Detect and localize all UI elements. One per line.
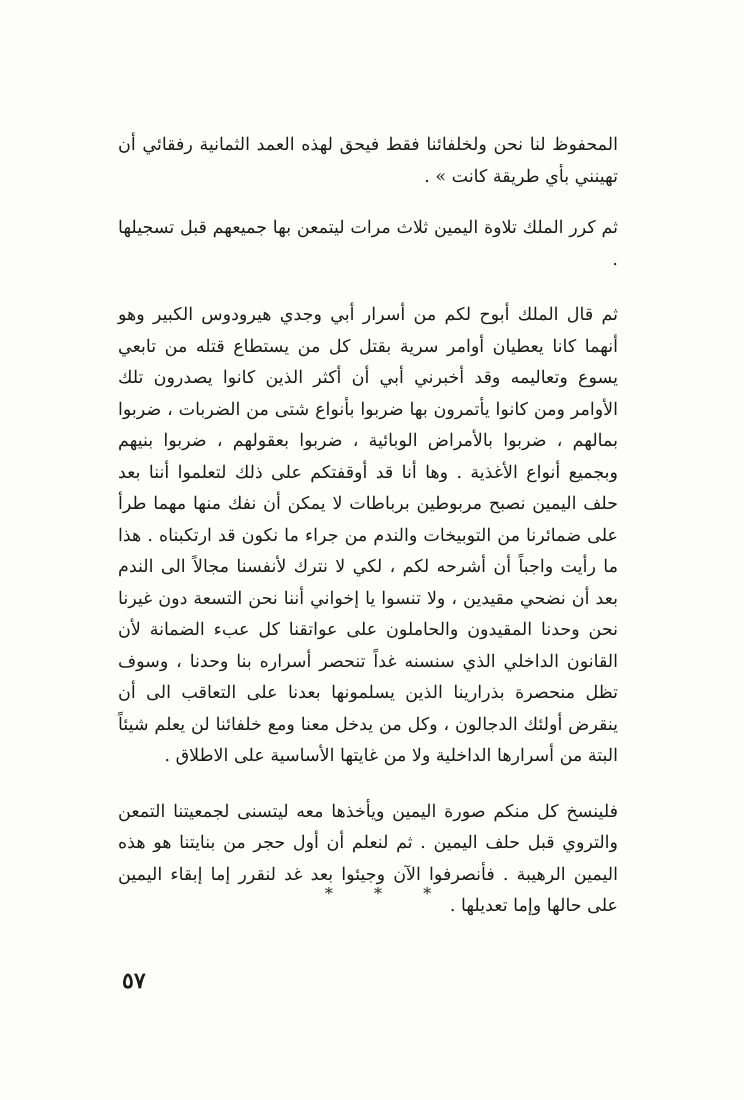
paragraph-3: ثم قال الملك أبوح لكم من أسرار أبي وجدي هيرودوس الكبير وهو أنهما كانا يعطيان أوامر سرية بقتل كل من يستطاع قتله من تابعي يسوع وتعاليمه وقد أخبرني أبي أن أكثر الذين كانوا يصدرون تلك الأوامر ومن كانوا يأتمرون بها ضربوا بأنواع شتى من الضربات ، ضربوا بمالهم ، ضربوا بالأمراض الوبائية ، ضربوا بعقولهم ، ضربوا بنيهم وبجميع أنواع الأغذية . وها أنا قد أوقفتكم على ذلك لتعلموا أننا بعد حلف اليمين نصبح مربوطين برباطات لا يمكن أن نفك منها مهما طرأ على ضمائرنا من التوبيخات والندم من جراء ما نكون قد ارتكبناه . هذا ما رأيت واجباً أن أشرحه لكم ، لكي لا نترك لأنفسنا مجالاً الى الندم بعد أن نضحي مقيدين ، ولا تنسوا يا إخواني أننا نحن التسعة دون غيرنا نحن وحدنا المقيدون والحاملون على عواتقنا كل عبء الضمانة لأن القانون الداخلي الذي سنسنه غداً تنحصر أسراره بنا وحدنا ، وسوف تظل منحصرة بذرارينا الذين يسلمونها بعدنا على التعاقب الى أن ينقرض أولئك الدجالون ، وكل من يدخل معنا ومع خلفائنا لن يعلم شيئاً البتة من أسرارها الداخلية ولا من غايتها الأساسية على الاطلاق . <box>118 305 618 766</box>
paragraph-1: المحفوظ لنا نحن ولخلفائنا فقط فيحق لهذه العمد الثمانية رفقائي أن تهينني بأي طريقة كانت » . <box>118 135 618 187</box>
body-text <box>118 130 618 923</box>
page-number: ٥٧ <box>122 968 146 994</box>
section-ornament: * * * <box>324 884 450 903</box>
paragraph-2: ثم كرر الملك تلاوة اليمين ثلاث مرات ليتمعن بها جميعهم قبل تسجيلها . <box>118 218 618 270</box>
paragraph-4: فلينسخ كل منكم صورة اليمين ويأخذها معه ليتسنى لجمعيتنا التمعن والتروي قبل حلف اليمين . ثم لنعلم أن أول حجر من بنايتنا هو هذه اليمين الرهيبة . فأنصرفوا الآن وجيئوا بعد غد لنقرر إما إبقاء اليمين على حالها وإما تعديلها . <box>118 801 618 916</box>
